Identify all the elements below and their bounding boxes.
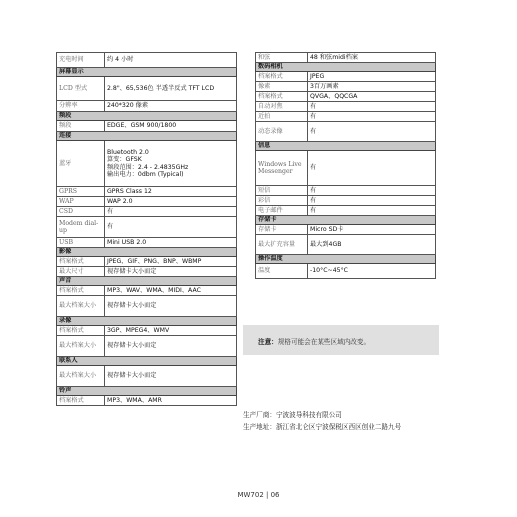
spec-value: 视存储卡大小而定: [105, 267, 237, 277]
spec-label: 频段: [57, 121, 105, 132]
spec-value: MP3、WAV、WMA、MIDI、AAC: [105, 286, 237, 296]
section-title: 屏幕显示: [57, 68, 237, 77]
spec-value: 3GP、MPEG4、WMV: [105, 326, 237, 336]
spec-label: 彩信: [256, 196, 308, 206]
section-header: [256, 216, 436, 225]
spec-value: 有: [105, 217, 237, 238]
spec-value: JPEG、GIF、PNG、BNP、WBMP: [105, 257, 237, 267]
spec-row: [57, 101, 237, 112]
spec-value: 有: [308, 151, 436, 186]
spec-value: 视存储卡大小而定: [105, 296, 237, 317]
section-header: [256, 255, 436, 264]
manufacturer-line: 生产厂商：宁波波导科技有限公司: [243, 411, 342, 419]
spec-label: 档案格式: [57, 257, 105, 267]
spec-value: 2.8"、65,536色 半透半反式 TFT LCD: [105, 77, 237, 101]
spec-value: 有: [308, 122, 436, 142]
spec-label: 自动对焦: [256, 102, 308, 112]
spec-label: 电子邮件: [256, 206, 308, 216]
spec-label: 最大档案大小: [57, 296, 105, 317]
section-title: 频段: [57, 112, 237, 121]
section-header: [57, 277, 237, 286]
spec-row: [256, 92, 436, 102]
spec-row: [256, 82, 436, 92]
spec-label: 档案格式: [256, 92, 308, 102]
spec-value: 最大到4GB: [308, 235, 436, 255]
spec-label: 充电时间: [57, 53, 105, 68]
spec-row: [256, 264, 436, 279]
spec-label: 最大档案大小: [57, 336, 105, 357]
spec-value: Mini USB 2.0: [105, 238, 237, 248]
address-line: 生产地址：浙江省北仑区宁波保税区西区创业二路九号: [243, 423, 402, 431]
spec-value: Micro SD卡: [308, 225, 436, 235]
spec-label: Windows Live Messenger: [256, 151, 308, 186]
section-title: 影像: [57, 248, 237, 257]
spec-value: QVGA、QQCGA: [308, 92, 436, 102]
note-label: 注意：: [258, 338, 278, 346]
spec-value: GPRS Class 12: [105, 187, 237, 197]
spec-row: [57, 77, 237, 101]
spec-value: 有: [308, 186, 436, 196]
section-header: [57, 387, 237, 396]
section-title: 连接: [57, 132, 237, 141]
spec-label: GPRS: [57, 187, 105, 197]
spec-row: [256, 206, 436, 216]
spec-label: 分辨率: [57, 101, 105, 112]
spec-row: [57, 207, 237, 217]
section-header: [57, 248, 237, 257]
spec-value: 3百万画素: [308, 82, 436, 92]
spec-row: [57, 53, 237, 68]
spec-row: [57, 286, 237, 296]
spec-label: 最大档案大小: [57, 366, 105, 387]
spec-label: 档案格式: [256, 72, 308, 82]
section-header: [256, 63, 436, 72]
page-footer: MW702 | 06: [237, 491, 280, 499]
spec-row: [256, 225, 436, 235]
spec-row: [256, 122, 436, 142]
spec-row: [57, 238, 237, 248]
spec-value: EDGE、GSM 900/1800: [105, 121, 237, 132]
section-title: 存储卡: [256, 216, 436, 225]
spec-label: LCD 型式: [57, 77, 105, 101]
spec-label: 最大尺寸: [57, 267, 105, 277]
spec-label: Modem dial-up: [57, 217, 105, 238]
spec-value: 有: [308, 206, 436, 216]
spec-row: [57, 336, 237, 357]
spec-value: WAP 2.0: [105, 197, 237, 207]
spec-label: WAP: [57, 197, 105, 207]
section-title: 联系人: [57, 357, 237, 366]
spec-value: MP3、WMA、AMR: [105, 396, 237, 406]
spec-label: 存储卡: [256, 225, 308, 235]
note-box: [243, 325, 439, 355]
spec-row: [57, 396, 237, 406]
section-header: [57, 132, 237, 141]
spec-value: 有: [308, 112, 436, 122]
spec-row: [57, 257, 237, 267]
spec-label: 动态录像: [256, 122, 308, 142]
spec-row: [57, 197, 237, 207]
spec-value: 48 和弦midi档案: [308, 53, 436, 63]
spec-label: CSD: [57, 207, 105, 217]
spec-label: 和弦: [256, 53, 308, 63]
section-title: 录像: [57, 317, 237, 326]
spec-value: 240*320 像素: [105, 101, 237, 112]
spec-row: [57, 121, 237, 132]
section-header: [57, 112, 237, 121]
spec-label: 最大扩充容量: [256, 235, 308, 255]
spec-row: [57, 141, 237, 187]
spec-row: [256, 102, 436, 112]
spec-value: 约 4 小时: [105, 53, 237, 68]
section-header: [57, 68, 237, 77]
spec-value: 有: [308, 196, 436, 206]
spec-label: 档案格式: [57, 286, 105, 296]
spec-value: 视存储卡大小而定: [105, 336, 237, 357]
section-title: 声音: [57, 277, 237, 286]
spec-label: 近拍: [256, 112, 308, 122]
spec-value: JPEG: [308, 72, 436, 82]
spec-row: [57, 296, 237, 317]
spec-value: -10°C~45°C: [308, 264, 436, 279]
spec-table-left: [56, 52, 237, 406]
spec-value: Bluetooth 2.0 算变：GFSK 频段范围：2.4 - 2.4835GHz 输出电力：0dbm (Typical): [105, 141, 237, 187]
spec-row: [57, 366, 237, 387]
section-title: 铃声: [57, 387, 237, 396]
section-header: [256, 142, 436, 151]
spec-label: 温度: [256, 264, 308, 279]
section-header: [57, 357, 237, 366]
spec-row: [256, 196, 436, 206]
section-title: 数码相机: [256, 63, 436, 72]
spec-value: 有: [308, 102, 436, 112]
spec-row: [57, 217, 237, 238]
spec-row: [57, 187, 237, 197]
spec-label: 蓝牙: [57, 141, 105, 187]
spec-label: 短信: [256, 186, 308, 196]
spec-row: [256, 72, 436, 82]
spec-value: 视存储卡大小而定: [105, 366, 237, 387]
spec-value: 有: [105, 207, 237, 217]
spec-row: [256, 53, 436, 63]
section-header: [57, 317, 237, 326]
section-title: 操作温度: [256, 255, 436, 264]
spec-label: 像素: [256, 82, 308, 92]
spec-row: [256, 151, 436, 186]
spec-label: 档案格式: [57, 396, 105, 406]
spec-label: 档案格式: [57, 326, 105, 336]
section-title: 信息: [256, 142, 436, 151]
note-text: 规格可能会在某些区域内改变。: [277, 338, 371, 346]
spec-row: [57, 326, 237, 336]
spec-row: [256, 235, 436, 255]
spec-row: [256, 112, 436, 122]
spec-row: [256, 186, 436, 196]
spec-label: USB: [57, 238, 105, 248]
spec-row: [57, 267, 237, 277]
spec-table-right: [255, 52, 436, 279]
